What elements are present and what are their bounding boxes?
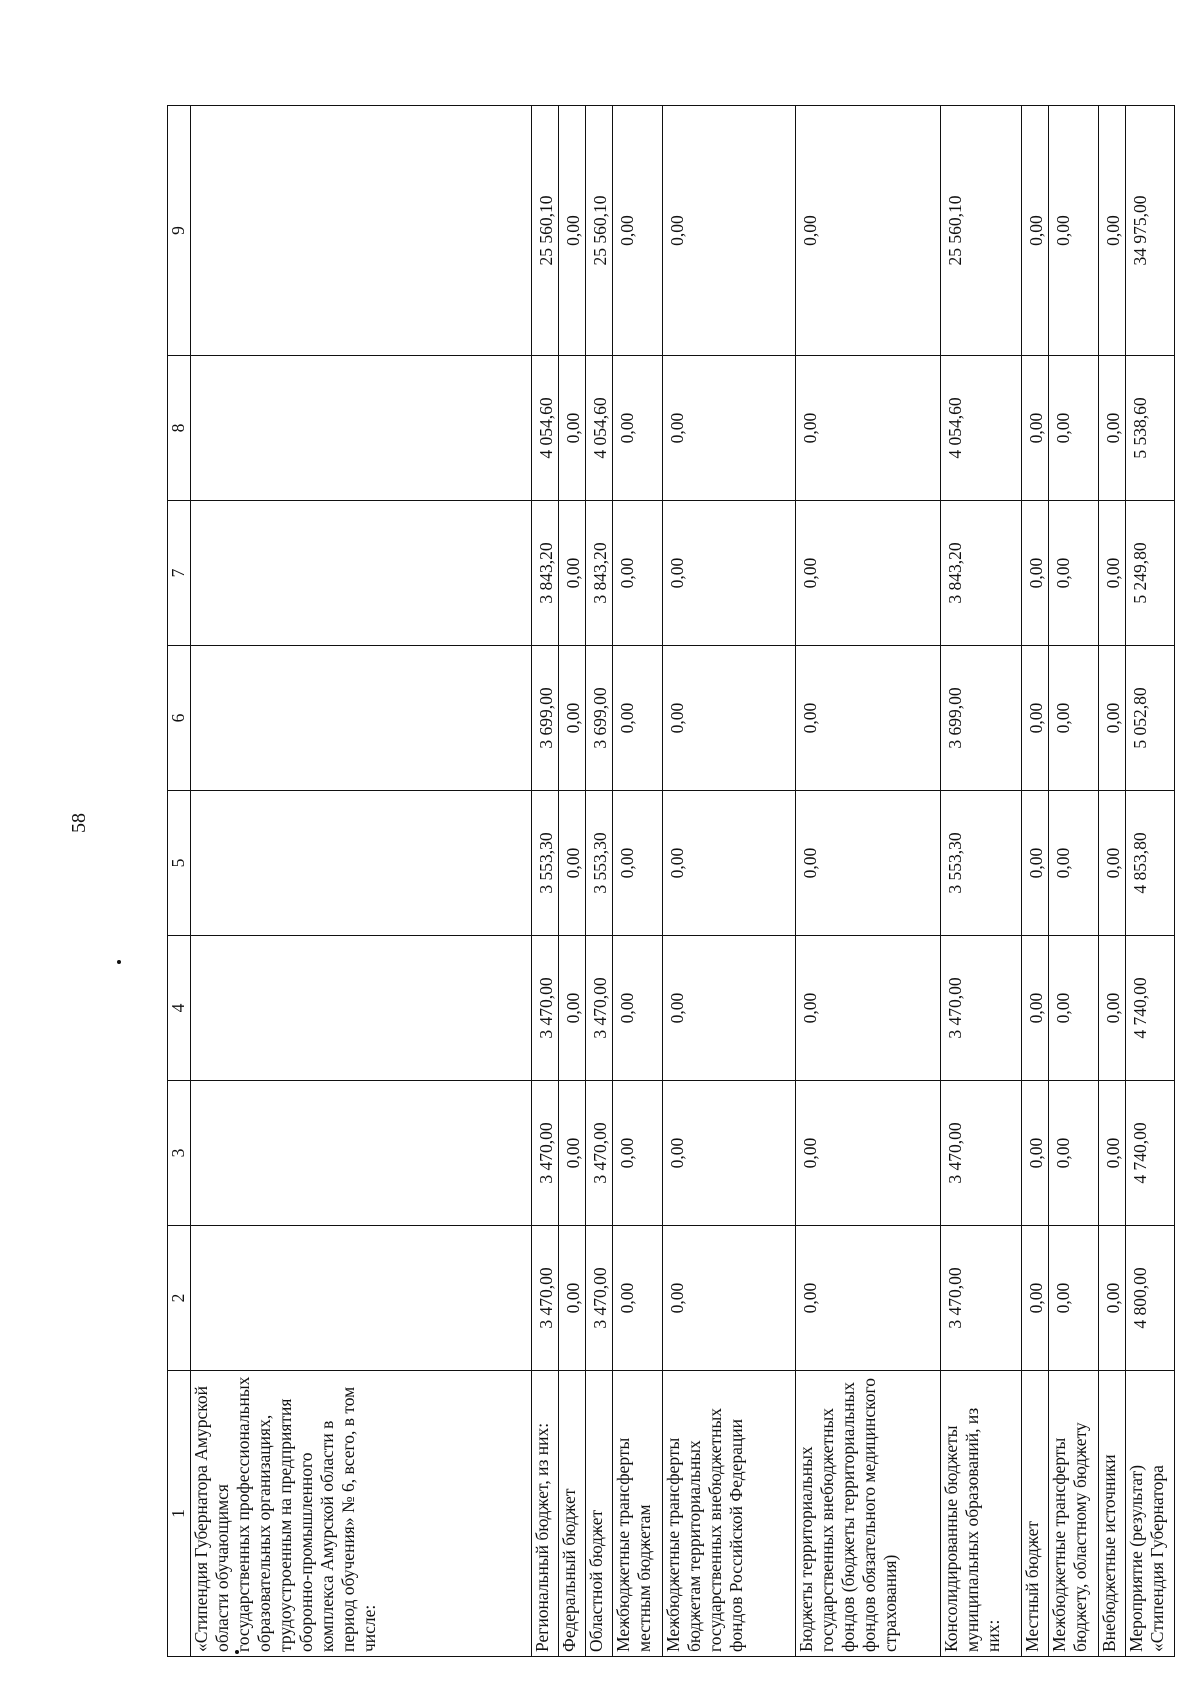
- table-cell: 0,00: [613, 501, 663, 646]
- budget-table: [167, 105, 1175, 1657]
- table-cell: 0,00: [613, 936, 663, 1081]
- row-label: Бюджеты территориальных государственных внебюджетных фондов (бюджеты территориальных фондов обязательного медицинского страхования): [796, 1371, 941, 1657]
- table-row: [663, 106, 796, 1657]
- table-cell: 4 740,00: [1126, 1081, 1175, 1226]
- table-header-row: [168, 106, 191, 1657]
- column-header: 4: [168, 936, 191, 1081]
- table-cell: 4 740,00: [1126, 936, 1175, 1081]
- table-cell: 3 470,00: [586, 936, 613, 1081]
- table-row: [1022, 106, 1049, 1657]
- table-cell: 0,00: [613, 1081, 663, 1226]
- table-cell: 3 843,20: [532, 501, 559, 646]
- table-cell: 3 699,00: [941, 646, 1022, 791]
- table-cell: 25 560,10: [586, 106, 613, 356]
- table-cell: 0,00: [1099, 1081, 1126, 1226]
- table-cell: 4 054,60: [532, 356, 559, 501]
- table-cell: [191, 936, 532, 1081]
- scan-speck-mark: [117, 960, 121, 964]
- row-label: Местный бюджет: [1022, 1371, 1049, 1657]
- row-label: Региональный бюджет, из них:: [532, 1371, 559, 1657]
- table-row: [796, 106, 941, 1657]
- table-cell: 3 470,00: [586, 1226, 613, 1371]
- table-cell: 0,00: [1022, 791, 1049, 936]
- table-cell: 3 699,00: [532, 646, 559, 791]
- table-cell: 0,00: [663, 646, 796, 791]
- table-cell: 0,00: [1022, 356, 1049, 501]
- table-cell: 0,00: [1099, 646, 1126, 791]
- table-cell: 0,00: [1049, 1226, 1099, 1371]
- table-cell: 0,00: [559, 936, 586, 1081]
- table-row: [559, 106, 586, 1657]
- table-cell: 0,00: [1049, 356, 1099, 501]
- column-header: 6: [168, 646, 191, 791]
- table-cell: 3 553,30: [941, 791, 1022, 936]
- table-cell: 0,00: [796, 501, 941, 646]
- table-cell: 3 699,00: [586, 646, 613, 791]
- table-cell: 3 553,30: [532, 791, 559, 936]
- table-cell: 0,00: [796, 936, 941, 1081]
- table-row: [1049, 106, 1099, 1657]
- table-cell: 0,00: [613, 791, 663, 936]
- table-cell: 0,00: [663, 936, 796, 1081]
- table-cell: 0,00: [613, 106, 663, 356]
- row-label: Межбюджетные трансферты бюджету, областному бюджету: [1049, 1371, 1099, 1657]
- table-cell: 0,00: [1022, 936, 1049, 1081]
- table-row: [1099, 106, 1126, 1657]
- table-cell: 3 470,00: [586, 1081, 613, 1226]
- table-cell: 25 560,10: [532, 106, 559, 356]
- row-label: Федеральный бюджет: [559, 1371, 586, 1657]
- row-label: Консолидированные бюджеты муниципальных образований, из них:: [941, 1371, 1022, 1657]
- table-cell: 5 052,80: [1126, 646, 1175, 791]
- table-cell: 0,00: [1049, 1081, 1099, 1226]
- table-cell: 0,00: [796, 106, 941, 356]
- table-row: [1126, 106, 1175, 1657]
- table-cell: 0,00: [1099, 356, 1126, 501]
- table-cell: 0,00: [796, 791, 941, 936]
- column-header: 7: [168, 501, 191, 646]
- table-cell: 3 470,00: [941, 1226, 1022, 1371]
- table-cell: 0,00: [1049, 936, 1099, 1081]
- table-cell: 0,00: [796, 1226, 941, 1371]
- table-cell: 0,00: [796, 646, 941, 791]
- table-cell: [191, 646, 532, 791]
- column-header: 5: [168, 791, 191, 936]
- table-cell: 0,00: [663, 791, 796, 936]
- table-cell: 0,00: [1022, 501, 1049, 646]
- table-row: [191, 106, 532, 1657]
- table-cell: [191, 1081, 532, 1226]
- table-cell: 0,00: [613, 646, 663, 791]
- table-cell: 0,00: [1022, 1081, 1049, 1226]
- table-cell: 3 470,00: [941, 1081, 1022, 1226]
- table-cell: 3 843,20: [941, 501, 1022, 646]
- table-cell: [191, 501, 532, 646]
- table-cell: [191, 791, 532, 936]
- table-cell: 0,00: [559, 501, 586, 646]
- table-cell: 3 470,00: [532, 1081, 559, 1226]
- table-cell: 0,00: [613, 356, 663, 501]
- table-cell: 0,00: [796, 1081, 941, 1226]
- table-cell: 0,00: [1049, 106, 1099, 356]
- row-label: Мероприятие (результат) «Стипендия Губернатора: [1126, 1371, 1175, 1657]
- table-cell: 3 470,00: [532, 936, 559, 1081]
- table-cell: 0,00: [663, 106, 796, 356]
- table-cell: 0,00: [1022, 106, 1049, 356]
- table-cell: 0,00: [559, 1081, 586, 1226]
- table-cell: 0,00: [559, 646, 586, 791]
- table-cell: 3 843,20: [586, 501, 613, 646]
- column-header: 2: [168, 1226, 191, 1371]
- table-cell: 0,00: [1022, 646, 1049, 791]
- column-header: 8: [168, 356, 191, 501]
- table-cell: 4 853,80: [1126, 791, 1175, 936]
- table-cell: 0,00: [663, 501, 796, 646]
- table-cell: [191, 1226, 532, 1371]
- table-cell: 3 470,00: [941, 936, 1022, 1081]
- page-number: 58: [68, 813, 90, 833]
- table-cell: 0,00: [559, 791, 586, 936]
- budget-table-rotated: [167, 106, 1167, 1657]
- table-row: [613, 106, 663, 1657]
- row-label: Внебюджетные источники: [1099, 1371, 1126, 1657]
- table-cell: 0,00: [1099, 1226, 1126, 1371]
- table-cell: [191, 356, 532, 501]
- row-label: Межбюджетные трансферты местным бюджетам: [613, 1371, 663, 1657]
- table-cell: 0,00: [613, 1226, 663, 1371]
- table-cell: 0,00: [559, 1226, 586, 1371]
- row-label: Областной бюджет: [586, 1371, 613, 1657]
- row-label: «Стипендия Губернатора Амурской области обучающимся государственных профессиональных образовательных организациях, трудоустроенным на предприятия оборонно-промышленного комплекса Амурской области в период обучения» № 6, всего, в том числе:: [191, 1371, 532, 1657]
- table-cell: 0,00: [663, 1226, 796, 1371]
- table-cell: 4 800,00: [1126, 1226, 1175, 1371]
- table-cell: [191, 106, 532, 356]
- table-cell: 0,00: [663, 1081, 796, 1226]
- table-cell: 0,00: [1022, 1226, 1049, 1371]
- column-header: 9: [168, 106, 191, 356]
- column-header: 3: [168, 1081, 191, 1226]
- table-cell: 0,00: [1049, 501, 1099, 646]
- table-cell: 0,00: [1099, 106, 1126, 356]
- table-cell: 0,00: [796, 356, 941, 501]
- table-cell: 5 249,80: [1126, 501, 1175, 646]
- table-cell: 4 054,60: [586, 356, 613, 501]
- table-cell: 0,00: [559, 356, 586, 501]
- table-cell: 0,00: [559, 106, 586, 356]
- table-cell: 34 975,00: [1126, 106, 1175, 356]
- table-cell: 0,00: [663, 356, 796, 501]
- table-cell: 0,00: [1049, 791, 1099, 936]
- table-cell: 0,00: [1099, 936, 1126, 1081]
- table-cell: 0,00: [1099, 791, 1126, 936]
- table-cell: 4 054,60: [941, 356, 1022, 501]
- table-row: [586, 106, 613, 1657]
- table-cell: 25 560,10: [941, 106, 1022, 356]
- table-row: [941, 106, 1022, 1657]
- row-label: Межбюджетные трансферты бюджетам территориальных государственных внебюджетных фондов Российской Федерации: [663, 1371, 796, 1657]
- table-cell: 3 470,00: [532, 1226, 559, 1371]
- table-cell: 5 538,60: [1126, 356, 1175, 501]
- table-cell: 0,00: [1049, 646, 1099, 791]
- column-header: 1: [168, 1371, 191, 1657]
- table-cell: 0,00: [1099, 501, 1126, 646]
- table-cell: 3 553,30: [586, 791, 613, 936]
- table-row: [532, 106, 559, 1657]
